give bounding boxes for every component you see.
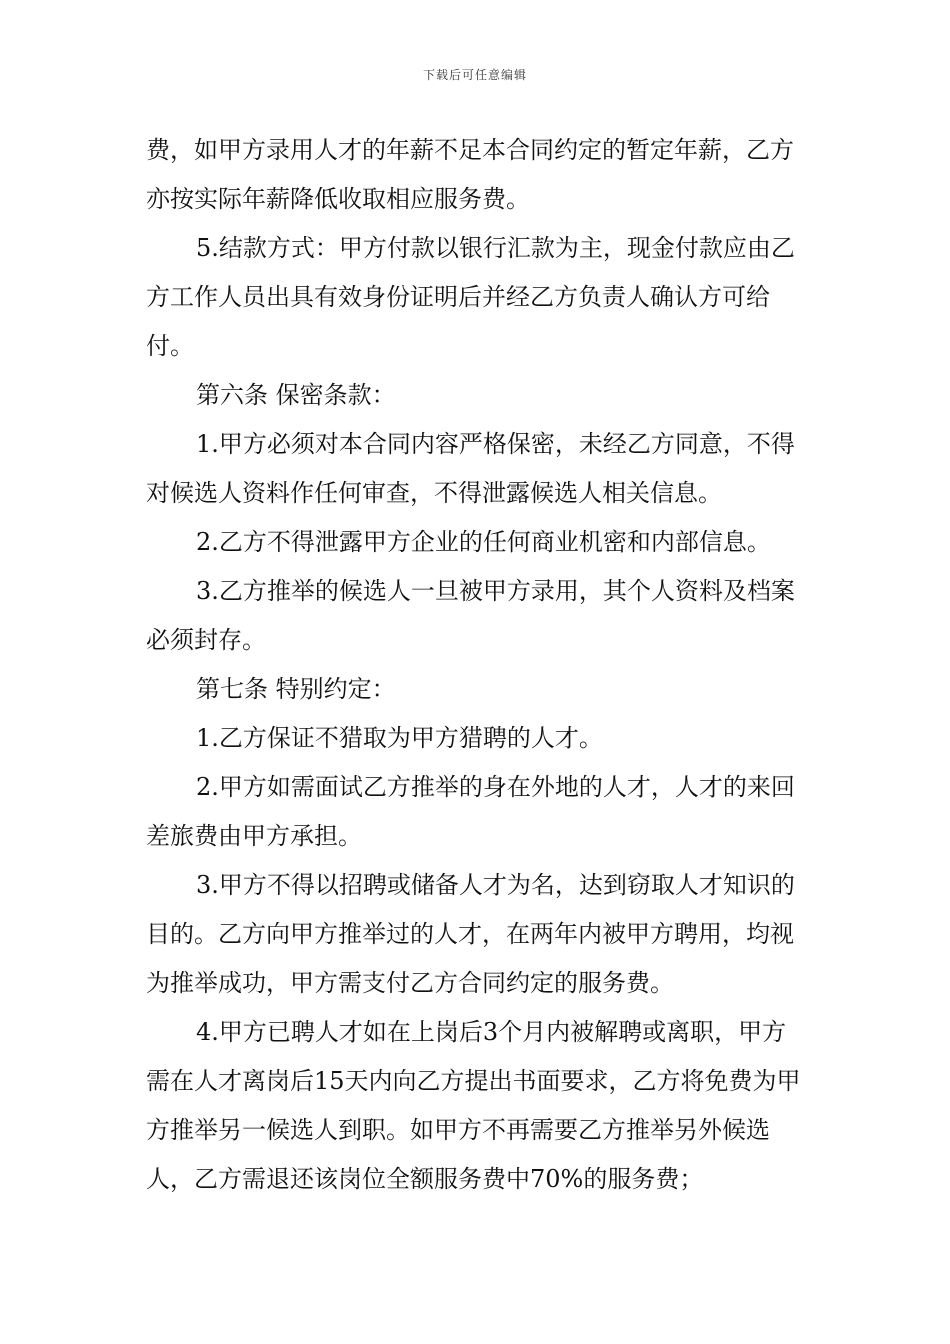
paragraph: 3.甲方不得以招聘或储备人才为名，达到窃取人才知识的目的。乙方向甲方推举过的人才，在两年内被甲方聘用，均视为推举成功，甲方需支付乙方合同约定的服务费。 <box>146 871 795 997</box>
paragraph: 2.甲方如需面试乙方推举的身在外地的人才，人才的来回差旅费由甲方承担。 <box>146 773 795 850</box>
header-note: 下载后可任意编辑 <box>422 68 527 82</box>
paragraph: 3.乙方推举的候选人一旦被甲方录用，其个人资料及档案必须封存。 <box>146 577 795 654</box>
paragraph: 费，如甲方录用人才的年薪不足本合同约定的暂定年薪，乙方亦按实际年薪降低收取相应服务费。 <box>146 136 794 213</box>
paragraph: 1.乙方保证不猎取为甲方猎聘的人才。 <box>196 724 603 752</box>
paragraph: 5.结款方式：甲方付款以银行汇款为主，现金付款应由乙方工作人员出具有效身份证明后并经乙方负责人确认方可给付。 <box>146 234 795 360</box>
paragraph: 2.乙方不得泄露甲方企业的任何商业机密和内部信息。 <box>196 528 771 556</box>
section-heading: 第六条 保密条款： <box>196 381 396 409</box>
paragraph: 1.甲方必须对本合同内容严格保密，未经乙方同意，不得对候选人资料作任何审查，不得泄露候选人相关信息。 <box>146 430 795 507</box>
document-body <box>146 126 810 1204</box>
paragraph: 4.甲方已聘人才如在上岗后3个月内被解聘或离职，甲方需在人才离岗后15天内向乙方提出书面要求，乙方将免费为甲方推举另一候选人到职。如甲方不再需要乙方推举另外候选人，乙方需退还该岗位全额服务费中70%的服务费； <box>146 1018 801 1193</box>
section-heading: 第七条 特别约定： <box>196 675 396 703</box>
